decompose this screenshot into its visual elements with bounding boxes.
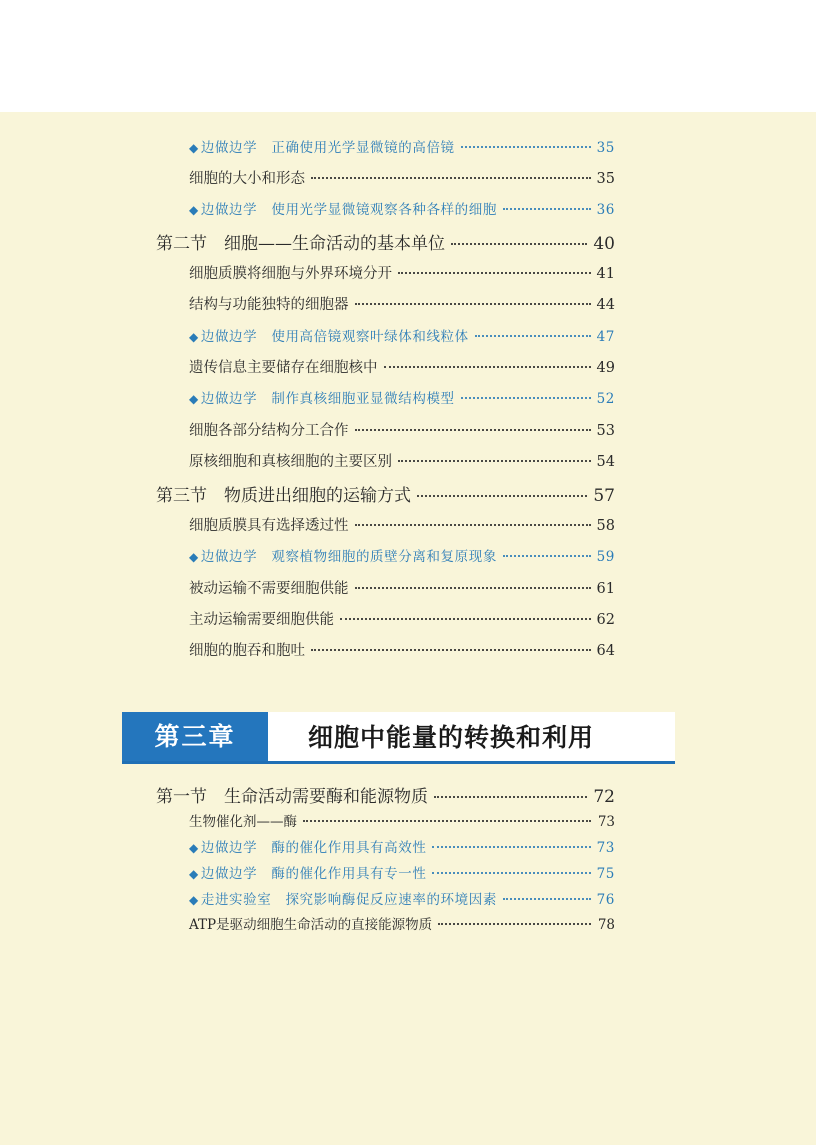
dot-leader (461, 396, 591, 399)
toc-entry-title: 细胞质膜将细胞与外界环境分开 (189, 266, 392, 282)
dot-leader (432, 871, 590, 874)
toc-page-number: 58 (596, 518, 615, 534)
dot-leader (355, 302, 591, 305)
toc-page-number: 76 (596, 892, 615, 908)
activity-title: 使用光学显微镜观察各种各样的细胞 (271, 202, 497, 218)
toc-page-number: 35 (596, 140, 615, 156)
toc-page-number: 72 (593, 787, 615, 807)
toc-topic-entry (189, 450, 615, 471)
toc-entry-title: 第二节 细胞——生命活动的基本单位 (156, 234, 445, 254)
activity-title: 使用高倍镜观察叶绿体和线粒体 (271, 329, 469, 345)
toc-section-entry (156, 229, 615, 254)
toc-entry-title (189, 198, 497, 218)
toc-activity-entry (189, 545, 615, 565)
toc-entry-title: 细胞各部分结构分工合作 (189, 423, 349, 439)
toc-entry-title: ATP是驱动细胞生命活动的直接能源物质 (189, 917, 433, 933)
activity-tag: 边做边学 (200, 202, 258, 218)
dot-leader (398, 271, 591, 274)
toc-topic-entry (189, 262, 615, 283)
diamond-icon: ◆ (189, 867, 199, 881)
toc-page-number: 54 (596, 454, 615, 470)
dot-leader (355, 586, 591, 589)
dot-leader (355, 523, 591, 526)
toc-page-number: 36 (596, 202, 615, 218)
diamond-icon: ◆ (189, 392, 199, 406)
toc-entry-title: 细胞的大小和形态 (189, 171, 305, 187)
toc-topic-entry (189, 514, 615, 535)
toc-topic-entry (189, 913, 615, 933)
dot-leader (311, 176, 591, 179)
diamond-icon: ◆ (189, 141, 199, 155)
toc-activity-entry (189, 387, 615, 407)
toc-page-number: 59 (596, 549, 615, 565)
toc-topic-entry (189, 419, 615, 440)
chapter-number: 第三章 (122, 712, 268, 761)
dot-leader (451, 242, 587, 245)
toc-topic-entry (189, 577, 615, 598)
toc-page-number: 40 (593, 234, 615, 254)
page-top-margin (0, 0, 816, 112)
toc-entry-title: 第三节 物质进出细胞的运输方式 (156, 486, 411, 506)
dot-leader (311, 648, 591, 651)
toc-page-number: 57 (593, 486, 615, 506)
activity-title: 观察植物细胞的质壁分离和复原现象 (271, 549, 497, 565)
toc-entry-title: 遗传信息主要储存在细胞核中 (189, 360, 378, 376)
toc-topic-entry (189, 293, 615, 314)
toc-activity-entry (189, 836, 615, 856)
dot-leader (434, 795, 587, 798)
dot-leader (503, 207, 591, 210)
toc-page-number: 44 (596, 297, 615, 313)
toc-page-number: 73 (597, 814, 615, 830)
toc-activity-entry (189, 136, 615, 156)
toc-entry-title: 被动运输不需要细胞供能 (189, 581, 349, 597)
toc-topic-entry (189, 639, 615, 660)
toc-topic-entry (189, 167, 615, 188)
activity-tag: 边做边学 (200, 549, 258, 565)
activity-title: 制作真核细胞亚显微结构模型 (271, 391, 455, 407)
toc-activity-entry (189, 888, 615, 908)
toc-entry-title (189, 836, 426, 856)
toc-page-number: 64 (596, 643, 615, 659)
dot-leader (432, 845, 590, 848)
diamond-icon: ◆ (189, 330, 199, 344)
diamond-icon: ◆ (189, 550, 199, 564)
dot-leader (503, 554, 591, 557)
activity-tag: 边做边学 (200, 391, 258, 407)
toc-page-number: 73 (596, 840, 615, 856)
activity-tag: 边做边学 (200, 866, 258, 882)
toc-activity-entry (189, 325, 615, 345)
diamond-icon: ◆ (189, 203, 199, 217)
toc-entry-title (189, 136, 455, 156)
activity-title: 酶的催化作用具有高效性 (271, 840, 427, 856)
toc-entry-title (189, 888, 497, 908)
toc-page-number: 35 (596, 171, 615, 187)
dot-leader (475, 334, 591, 337)
dot-leader (461, 145, 591, 148)
diamond-icon: ◆ (189, 893, 199, 907)
toc-page-number: 75 (596, 866, 615, 882)
dot-leader (503, 897, 591, 900)
toc-entry-title (189, 862, 426, 882)
toc-topic-entry (189, 810, 615, 830)
toc-entry-title: 生物催化剂——酶 (189, 814, 297, 830)
toc-page-number: 41 (596, 266, 615, 282)
dot-leader (438, 922, 591, 925)
toc-activity-entry (189, 198, 615, 218)
activity-tag: 边做边学 (200, 140, 258, 156)
toc-section-entry (156, 782, 615, 807)
toc-page-number: 61 (596, 581, 615, 597)
activity-tag: 走进实验室 (200, 892, 272, 908)
toc-topic-entry (189, 356, 615, 377)
toc-entry-title: 结构与功能独特的细胞器 (189, 297, 349, 313)
toc-page-number: 52 (596, 391, 615, 407)
activity-title: 酶的催化作用具有专一性 (271, 866, 427, 882)
toc-page-number: 47 (596, 329, 615, 345)
toc-entry-title (189, 325, 469, 345)
dot-leader (303, 819, 591, 822)
toc-activity-entry (189, 862, 615, 882)
toc-entry-title: 原核细胞和真核细胞的主要区别 (189, 454, 392, 470)
activity-tag: 边做边学 (200, 329, 258, 345)
toc-entry-title: 细胞质膜具有选择透过性 (189, 518, 349, 534)
dot-leader (417, 494, 587, 497)
toc-page-number: 62 (596, 612, 615, 628)
dot-leader (355, 428, 591, 431)
toc-topic-entry (189, 608, 615, 629)
dot-leader (398, 459, 591, 462)
toc-entry-title: 细胞的胞吞和胞吐 (189, 643, 305, 659)
diamond-icon: ◆ (189, 841, 199, 855)
activity-tag: 边做边学 (200, 840, 258, 856)
activity-title: 探究影响酶促反应速率的环境因素 (285, 892, 497, 908)
toc-entry-title: 主动运输需要细胞供能 (189, 612, 334, 628)
toc-page-number: 53 (596, 423, 615, 439)
toc-entry-title (189, 387, 455, 407)
activity-title: 正确使用光学显微镜的高倍镜 (271, 140, 455, 156)
chapter-title: 细胞中能量的转换和利用 (308, 723, 595, 752)
toc-page-number: 49 (596, 360, 615, 376)
toc-entry-title (189, 545, 497, 565)
toc-section-entry (156, 481, 615, 506)
dot-leader (340, 617, 591, 620)
toc-page-number: 78 (597, 917, 615, 933)
toc-entry-title: 第一节 生命活动需要酶和能源物质 (156, 787, 428, 807)
dot-leader (384, 365, 591, 368)
chapter-heading (122, 712, 675, 764)
